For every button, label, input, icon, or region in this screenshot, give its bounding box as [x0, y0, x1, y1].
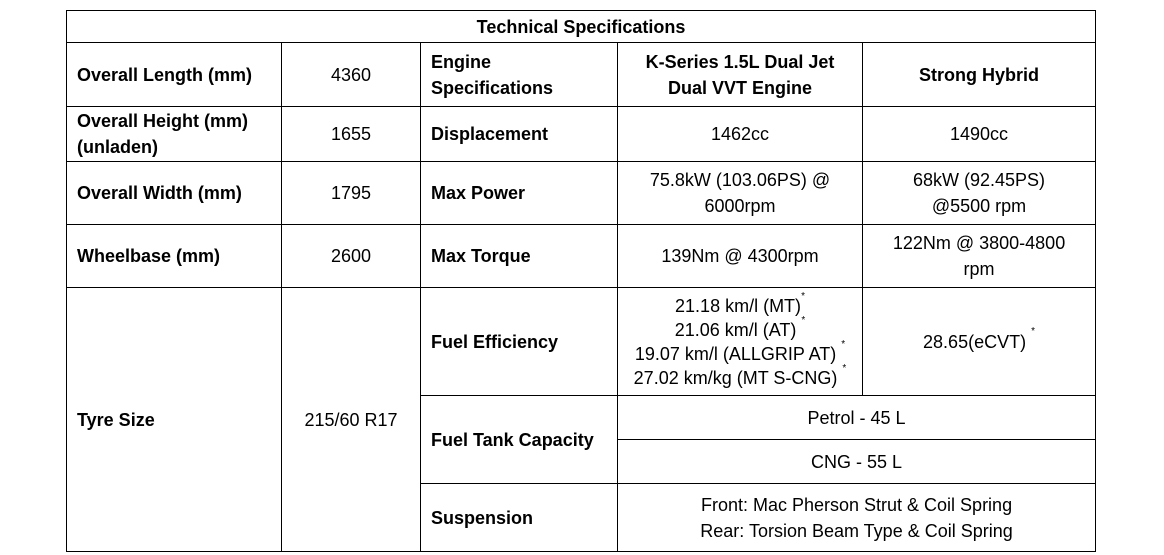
tyre-size-label: Tyre Size: [67, 288, 282, 552]
wheelbase-label: Wheelbase (mm): [67, 225, 282, 288]
table-row: [67, 43, 1096, 107]
fuel-efficiency-cng: 27.02 km/kg (MT S-CNG) *: [633, 362, 847, 388]
max-power-hybrid: [863, 162, 1096, 225]
suspension-rear: Rear: Torsion Beam Type & Coil Spring: [700, 520, 1013, 541]
torque-hybrid-line1: 122Nm @ 3800-4800: [892, 233, 1066, 253]
torque-hybrid-line2: rpm: [963, 259, 995, 279]
height-label-line1: Overall Height (mm): [77, 111, 249, 131]
fuel-tank-petrol: Petrol - 45 L: [618, 396, 1096, 440]
table-row: [67, 162, 1096, 225]
height-label-line2: (unladen): [77, 137, 158, 157]
table-row: [67, 225, 1096, 288]
fuel-efficiency-k-series: [618, 288, 863, 396]
table-row: [67, 107, 1096, 162]
max-torque-k-series: 139Nm @ 4300rpm: [618, 225, 863, 288]
fuel-efficiency-hybrid: 28.65(eCVT) *: [863, 288, 1096, 396]
technical-specifications-table: [66, 10, 1096, 552]
k-series-engine-header: [618, 43, 863, 107]
suspension-label: Suspension: [421, 484, 618, 552]
overall-height-label: [67, 107, 282, 162]
power-k-line2: 6000rpm: [704, 196, 776, 216]
max-torque-label: Max Torque: [421, 225, 618, 288]
power-hybrid-line2: @5500 rpm: [931, 196, 1027, 216]
fuel-efficiency-label: Fuel Efficiency: [421, 288, 618, 396]
overall-width-label: Overall Width (mm): [67, 162, 282, 225]
k-series-line2: Dual VVT Engine: [667, 77, 813, 98]
fuel-tank-cng: CNG - 55 L: [618, 440, 1096, 484]
table-row: [67, 288, 1096, 396]
displacement-hybrid: 1490cc: [863, 107, 1096, 162]
fuel-tank-capacity-label: Fuel Tank Capacity: [421, 396, 618, 484]
strong-hybrid-header: Strong Hybrid: [863, 43, 1096, 107]
overall-height-value: 1655: [282, 107, 421, 162]
overall-length-value: 4360: [282, 43, 421, 107]
displacement-label: Displacement: [421, 107, 618, 162]
k-series-line1: K-Series 1.5L Dual Jet: [645, 51, 835, 72]
engine-specifications-label: [421, 43, 618, 107]
table-title-row: [67, 11, 1096, 43]
max-power-k-series: [618, 162, 863, 225]
engine-label-line2: Specifications: [431, 77, 554, 98]
fuel-efficiency-mt: 21.18 km/l (MT)*: [675, 290, 805, 316]
fuel-efficiency-allgrip: 19.07 km/l (ALLGRIP AT) *: [634, 338, 846, 364]
power-hybrid-line1: 68kW (92.45PS): [912, 170, 1046, 190]
tyre-size-value: 215/60 R17: [282, 288, 421, 552]
suspension-front: Front: Mac Pherson Strut & Coil Spring: [700, 494, 1013, 515]
table-title: Technical Specifications: [67, 11, 1096, 43]
max-power-label: Max Power: [421, 162, 618, 225]
displacement-k-series: 1462cc: [618, 107, 863, 162]
wheelbase-value: 2600: [282, 225, 421, 288]
suspension-value: [618, 484, 1096, 552]
max-torque-hybrid: [863, 225, 1096, 288]
power-k-line1: 75.8kW (103.06PS) @: [649, 170, 831, 190]
engine-label-line1: Engine: [431, 51, 492, 72]
overall-width-value: 1795: [282, 162, 421, 225]
fuel-efficiency-at: 21.06 km/l (AT) *: [674, 314, 806, 340]
overall-length-label: Overall Length (mm): [67, 43, 282, 107]
